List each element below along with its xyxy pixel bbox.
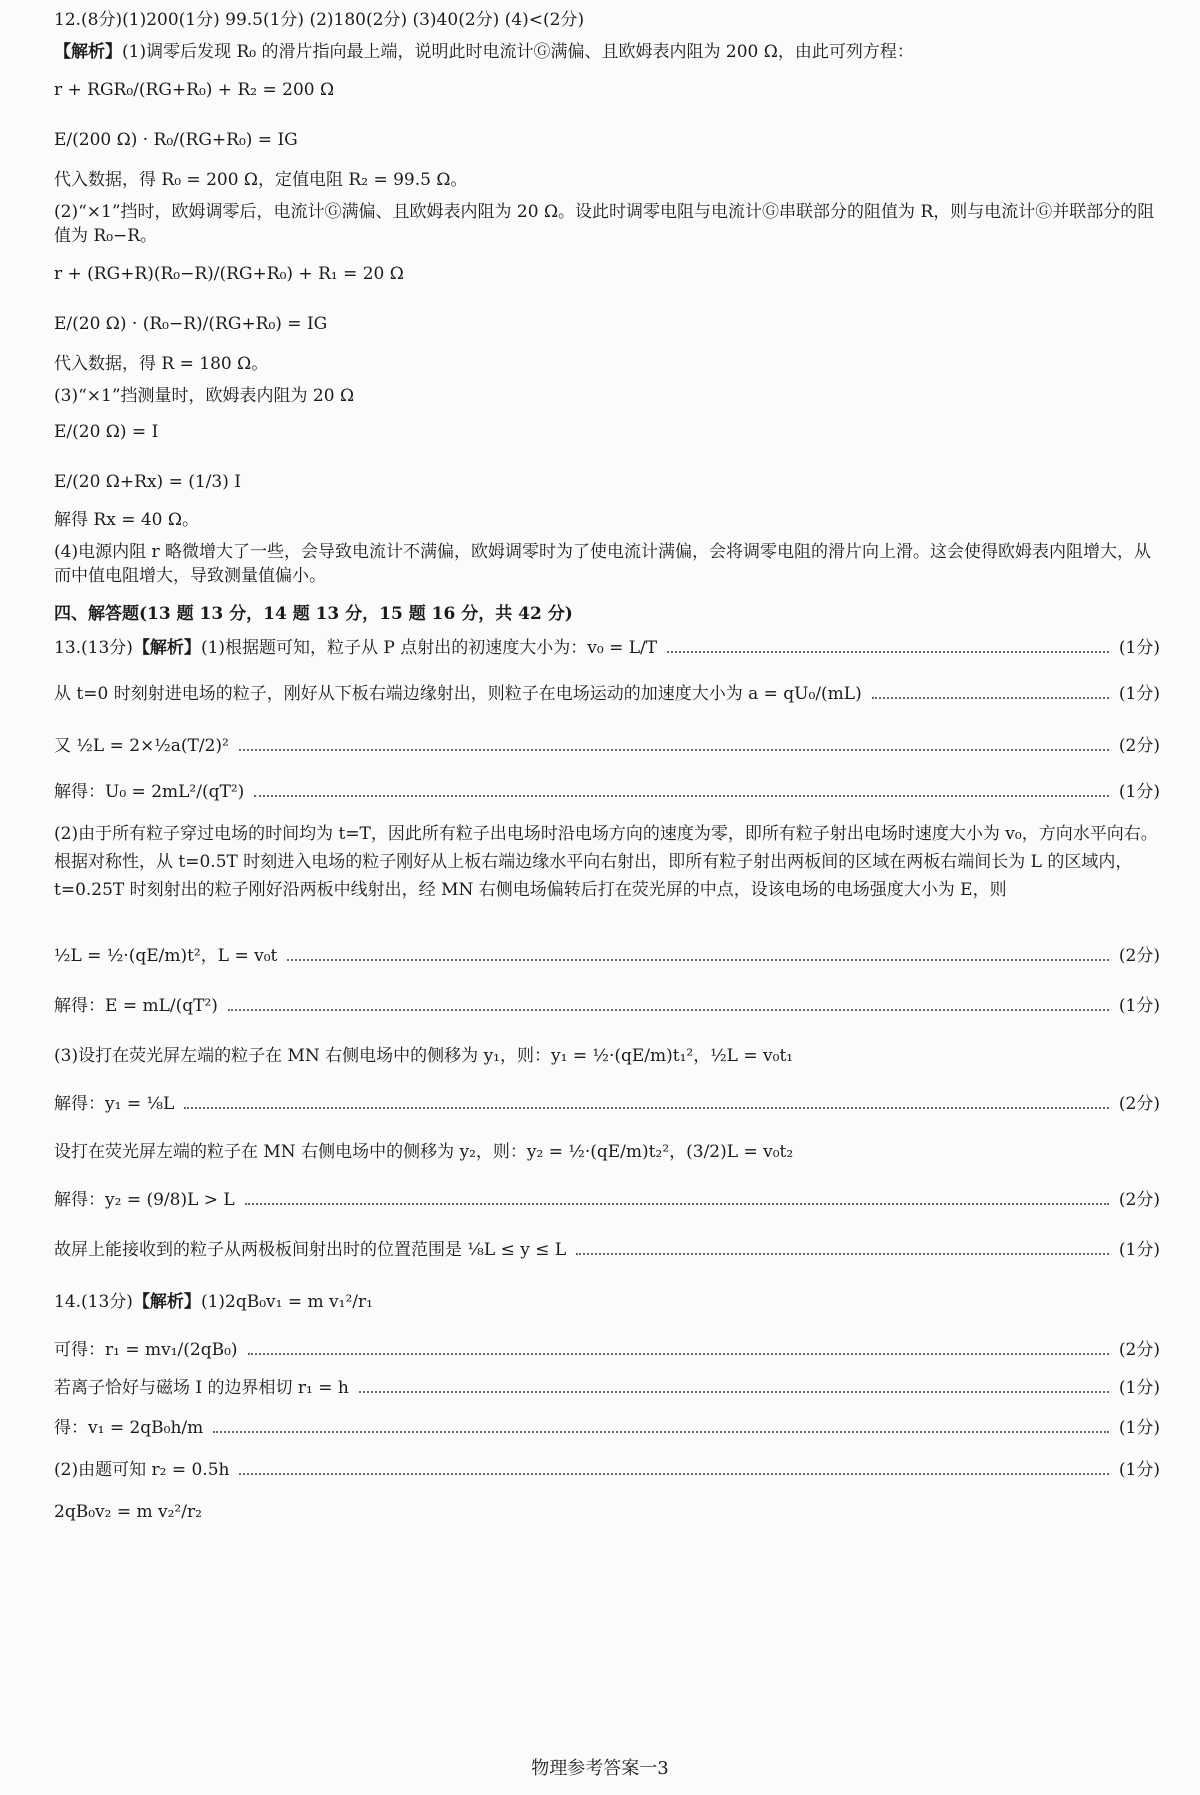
q13-line-3 — [54, 734, 1160, 758]
q13-text-4: 解得：U₀ = 2mL²/(qT²) — [54, 782, 245, 802]
q12-equation-6: E/(20 Ω+Rx) = (1/3) I — [54, 472, 241, 492]
score-label: (1分) — [1118, 1460, 1160, 1480]
q13-line-1 — [54, 636, 1160, 660]
q12-part4-text: (4)电源内阻 r 略微增大了一些，会导致电流计不满偏，欧姆调零时为了使电流计满偏，会将调零电阻的滑片向上滑。这会使得欧姆表内阻增大，从而中值电阻增大，导致测量值偏小。 — [54, 542, 1152, 586]
analysis-tag: 【解析】 — [132, 1292, 201, 1312]
q14-line-4 — [54, 1416, 1160, 1440]
leader-dots — [248, 1353, 1109, 1355]
score-label: (1分) — [1118, 638, 1160, 658]
page-footer: 物理参考答案一3 — [531, 1758, 669, 1779]
q13-line-10: 设打在荧光屏左端的粒子在 MN 右侧电场中的侧移为 y₂，则：y₂ = ½·(qE/m)t₂²，(3/2)L = v₀t₂ — [54, 1142, 794, 1162]
q12-part2-text: (2)“×1”挡时，欧姆调零后，电流计Ⓖ满偏、且欧姆表内阻为 20 Ω。设此时调零电阻与电流计Ⓖ串联部分的阻值为 R，则与电流计Ⓖ并联部分的阻值为 R₀−R。 — [54, 202, 1155, 246]
q13-line-4 — [54, 780, 1160, 804]
leader-dots — [872, 697, 1109, 699]
score-label: (2分) — [1118, 1094, 1160, 1114]
leader-dots — [254, 795, 1109, 797]
q14-line-5 — [54, 1458, 1160, 1482]
q14-text-3: 若离子恰好与磁场 I 的边界相切 r₁ = h — [54, 1378, 349, 1398]
q13-line-8: (3)设打在荧光屏左端的粒子在 MN 右侧电场中的侧移为 y₁，则：y₁ = ½·(qE/m)t₁²，½L = v₀t₁ — [54, 1046, 794, 1066]
q12-equation-1: r + RGR₀/(RG+R₀) + R₂ = 200 Ω — [54, 80, 335, 100]
q12-equation-5: E/(20 Ω) = I — [54, 422, 159, 442]
q12-heading: 12.(8分)(1)200(1分) 99.5(1分) (2)180(2分) (3)40(2分) (4)<(2分) — [54, 10, 585, 30]
q13-line-6 — [54, 944, 1160, 968]
q12-p1-text: (1)调零后发现 R₀ 的滑片指向最上端，说明此时电流计Ⓖ满偏、且欧姆表内阻为 200 Ω，由此可列方程： — [122, 42, 914, 62]
leader-dots — [245, 1203, 1109, 1205]
q13-line-2 — [54, 682, 1160, 706]
score-label: (1分) — [1118, 1378, 1160, 1398]
q12-result-1: 代入数据，得 R₀ = 200 Ω，定值电阻 R₂ = 99.5 Ω。 — [54, 170, 468, 190]
leader-dots — [239, 1473, 1108, 1475]
q14-line-6: 2qB₀v₂ = m v₂²/r₂ — [54, 1502, 202, 1522]
score-label: (1分) — [1118, 1240, 1160, 1260]
score-label: (2分) — [1118, 736, 1160, 756]
q12-equation-2: E/(200 Ω) · R₀/(RG+R₀) = IG — [54, 130, 298, 150]
q13-text-11: 解得：y₂ = (9/8)L > L — [54, 1190, 235, 1210]
leader-dots — [184, 1107, 1109, 1109]
q14-text-5: (2)由题可知 r₂ = 0.5h — [54, 1460, 230, 1480]
q14-text-2: 可得：r₁ = mv₁/(2qB₀) — [54, 1340, 238, 1360]
analysis-tag: 【解析】 — [54, 42, 122, 62]
q14-line-2 — [54, 1338, 1160, 1362]
q12-result-3: 解得 Rx = 40 Ω。 — [54, 510, 199, 530]
q14-text-1: (1)2qB₀v₁ = m v₁²/r₁ — [200, 1292, 373, 1312]
score-label: (1分) — [1118, 996, 1160, 1016]
score-label: (2分) — [1118, 946, 1160, 966]
q13-text-1: (1)根据题可知，粒子从 P 点射出的初速度大小为：v₀ = L/T — [200, 638, 658, 658]
q13-text-12: 故屏上能接收到的粒子从两极板间射出时的位置范围是 ⅛L ≤ y ≤ L — [54, 1240, 567, 1260]
q13-line-9 — [54, 1092, 1160, 1116]
score-label: (2分) — [1118, 1190, 1160, 1210]
leader-dots — [213, 1431, 1109, 1433]
q12-result-2: 代入数据，得 R = 180 Ω。 — [54, 354, 269, 374]
q12-equation-3: r + (RG+R)(R₀−R)/(RG+R₀) + R₁ = 20 Ω — [54, 264, 404, 284]
score-label: (2分) — [1118, 1340, 1160, 1360]
q12-part3-text: (3)“×1”挡测量时，欧姆表内阻为 20 Ω — [54, 386, 355, 406]
q13-text-6: ½L = ½·(qE/m)t²，L = v₀t — [54, 946, 278, 966]
q13-heading: 13.(13分) — [54, 638, 133, 658]
section-heading: 四、解答题(13 题 13 分，14 题 13 分，15 题 16 分，共 42 分) — [54, 604, 573, 624]
q13-line-12 — [54, 1238, 1160, 1262]
q13-text-2: 从 t=0 时刻射进电场的粒子，刚好从下板右端边缘射出，则粒子在电场运动的加速度大小为 a = qU₀/(mL) — [54, 684, 862, 704]
leader-dots — [239, 749, 1109, 751]
analysis-tag: 【解析】 — [132, 638, 201, 658]
q13-text-9: 解得：y₁ = ⅛L — [54, 1094, 175, 1114]
q14-heading: 14.(13分) — [54, 1292, 133, 1312]
leader-dots — [287, 959, 1109, 961]
q13-text-7: 解得：E = mL/(qT²) — [54, 996, 218, 1016]
q14-line-3 — [54, 1376, 1160, 1400]
score-label: (1分) — [1118, 1418, 1160, 1438]
q14-line-1 — [54, 1290, 1160, 1314]
leader-dots — [228, 1009, 1109, 1011]
q12-equation-4: E/(20 Ω) · (R₀−R)/(RG+R₀) = IG — [54, 314, 328, 334]
q13-line-7 — [54, 994, 1160, 1018]
score-label: (1分) — [1118, 684, 1160, 704]
leader-dots — [576, 1253, 1109, 1255]
q13-line-11 — [54, 1188, 1160, 1212]
leader-dots — [359, 1391, 1109, 1393]
q12-analysis-p1 — [54, 40, 1160, 64]
leader-dots — [667, 651, 1109, 653]
q14-text-4: 得：v₁ = 2qB₀h/m — [54, 1418, 204, 1438]
score-label: (1分) — [1118, 782, 1160, 802]
q13-part2-text: (2)由于所有粒子穿过电场的时间均为 t=T，因此所有粒子出电场时沿电场方向的速度为零，即所有粒子射出电场时速度大小为 v₀，方向水平向右。根据对称性，从 t=0.5T 时刻进入电场的粒子刚好从上板右端边缘水平向右射出，即所有粒子射出两板间的区域在两板右端间长为 L 的区域内，t=0.25T 时刻射出的粒子刚好沿两板中线射出，经 MN 右侧电场偏转后打在荧光屏的中点，设该电场的电场强度大小为 E，则 — [54, 824, 1158, 900]
q13-text-3: 又 ½L = 2×½a(T/2)² — [54, 736, 229, 756]
